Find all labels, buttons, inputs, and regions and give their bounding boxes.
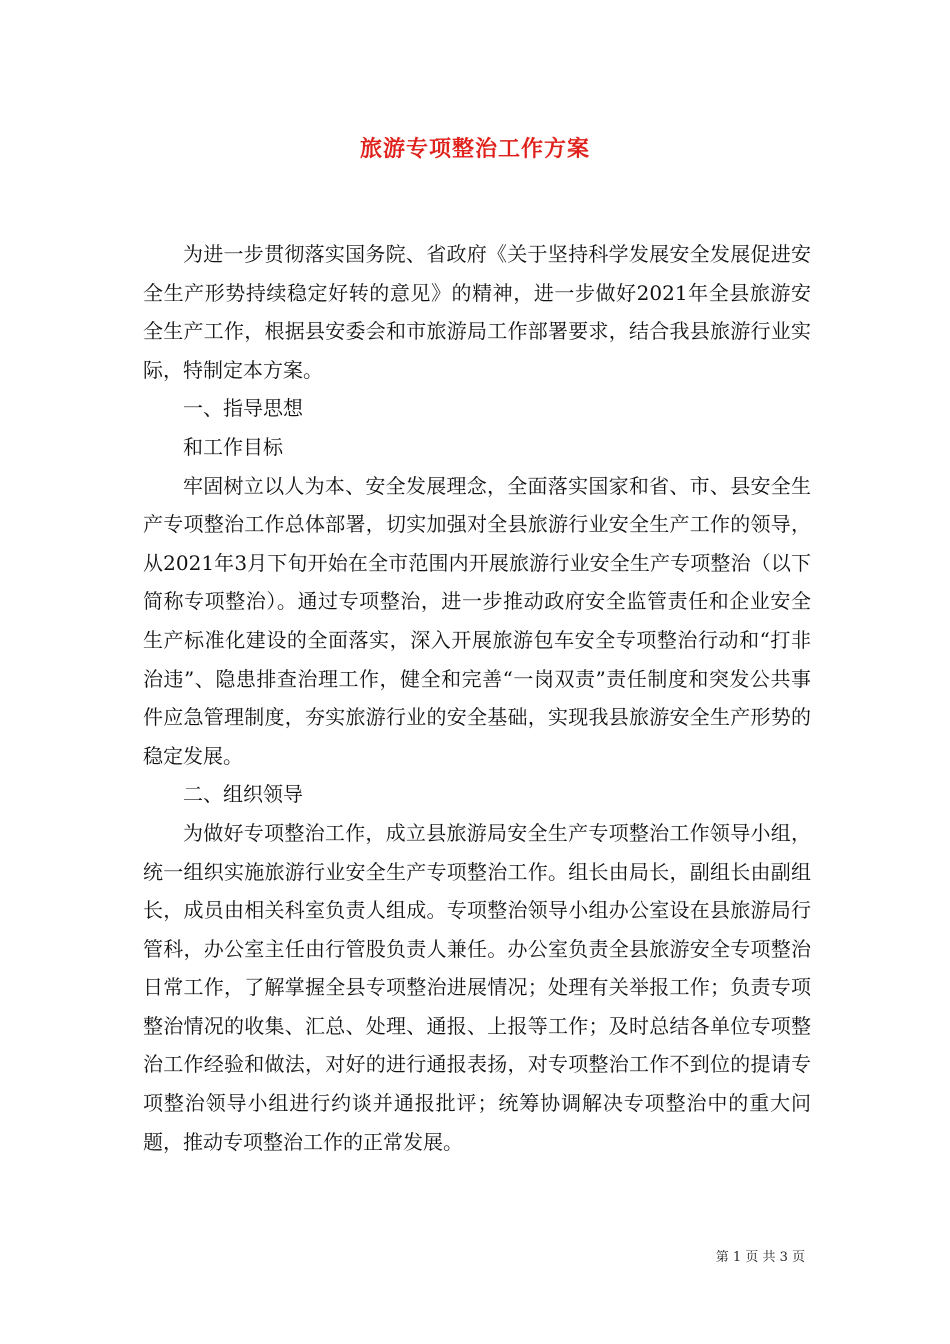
goals-paragraph: 牢固树立以人为本、安全发展理念，全面落实国家和省、市、县安全生产专项整治工作总体部署，切实加强对全县旅游行业安全生产工作的领导，从2021年3月下旬开始在全市范围内开展旅游行业安全生产专项整治（以下简称专项整治）。通过专项整治，进一步推动政府安全监管责任和企业安全生产标准化建设的全面落实，深入开展旅游包车安全专项整治行动和“打非治违”、隐患排查治理工作，健全和完善“一岗双责”责任制度和突发公共事件应急管理制度，夯实旅游行业的安全基础，实现我县旅游安全生产形势的稳定发展。 [143, 473, 811, 768]
document-title: 旅游专项整治工作方案 [359, 136, 590, 162]
section-heading-work-goals: 和工作目标 [183, 434, 283, 459]
organization-paragraph: 为做好专项整治工作，成立县旅游局安全生产专项整治工作领导小组，统一组织实施旅游行业安全生产专项整治工作。组长由局长，副组长由副组长，成员由相关科室负责人组成。专项整治领导小组办公室设在县旅游局行管科，办公室主任由行管股负责人兼任。办公室负责全县旅游安全专项整治日常工作，了解掌握全县专项整治进展情况；处理有关举报工作；负责专项整治情况的收集、汇总、处理、通报、上报等工作；及时总结各单位专项整治工作经验和做法，对好的进行通报表扬，对专项整治工作不到位的提请专项整治领导小组进行约谈并通报批评；统筹协调解决专项整治中的重大问题，推动专项整治工作的正常发展。 [143, 820, 811, 1154]
section-heading-guiding-ideology: 一、指导思想 [183, 396, 303, 421]
section-heading-organization: 二、组织领导 [183, 782, 303, 807]
intro-paragraph: 为进一步贯彻落实国务院、省政府《关于坚持科学发展安全发展促进安全生产形势持续稳定好转的意见》的精神，进一步做好2021年全县旅游安全生产工作，根据县安委会和市旅游局工作部署要求，结合我县旅游行业实际，特制定本方案。 [143, 242, 811, 382]
document-body [143, 235, 811, 1161]
page-number: 第 1 页 共 3 页 [715, 1250, 805, 1265]
